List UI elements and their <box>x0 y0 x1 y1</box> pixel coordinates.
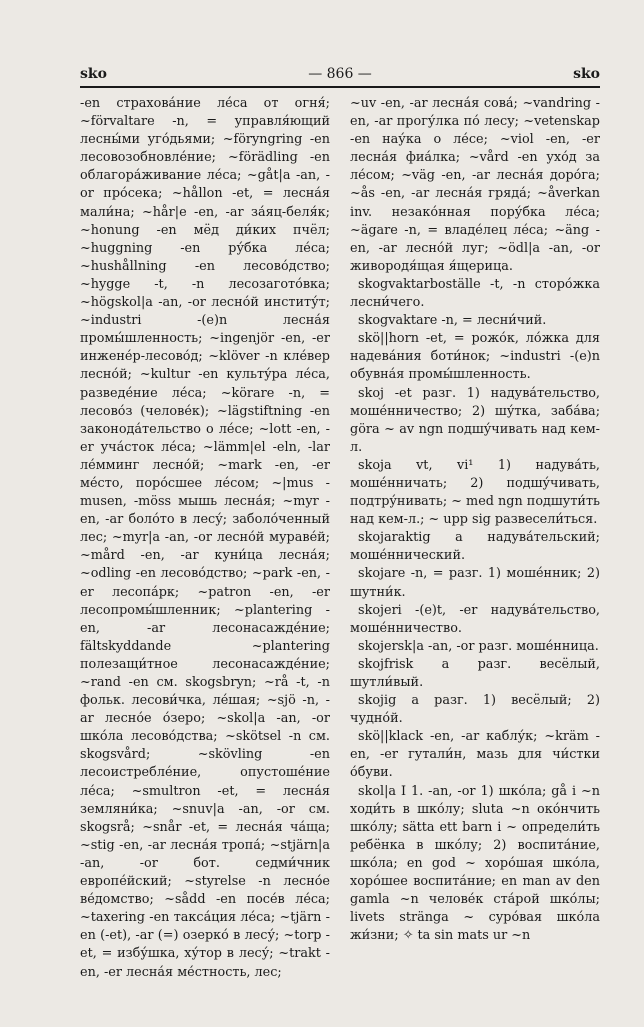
entry-text: skojersk|a -an, -or разг. моше́нница. <box>358 638 599 654</box>
entry-text: skö||klack -en, -ar каблу́к; ~kräm -en, -er гутали́н, мазь для чи́стки о́буви. <box>350 729 600 781</box>
entry-text: skoj -et разг. 1) надува́тельство, моше́нничество; 2) шу́тка, заба́ва; göra ~ av ngn подшу́чивать над кем-л. <box>350 385 600 455</box>
entry-text: skojfrisk a разг. весёлый, шутли́вый. <box>350 656 600 690</box>
right-guide-word: sko <box>573 66 600 82</box>
right-column <box>350 95 600 955</box>
left-column <box>80 95 330 980</box>
entry-text: skogvaktare -n, = лесни́чий. <box>358 313 547 329</box>
entry-text: skogvaktarboställe -t, -n сторо́жка лесни́чего. <box>350 276 600 311</box>
page-header <box>80 60 600 88</box>
entry-text: skojeri -(e)t, -er надува́тельство, моше́нничество. <box>350 602 600 636</box>
entry-text: ~uv -en, -ar лесна́я сова́; ~vandring -en, -ar прогу́лка по́ лесу; ~vetenskap -en нау́ка о ле́се; ~viol -en, -er лесна́я фиа́лка; ~vård -en ухо́д за ле́сом; ~väg -en, -ar лесна́я доро́га; ~ås -en, -ar лесна́я гряда́; ~åverkan inv. незако́нная пору́бка ле́са; ~ägare -n, = владе́лец ле́са; ~äng -en, -ar лесно́й луг; ~ödl|a -an, -or живородя́щая я́щерица. <box>350 96 600 274</box>
entry-text: skö||horn -et, = рожо́к, ло́жка для надева́ния боти́нок; ~industri -(e)n обувна́я промы́шленность. <box>350 331 600 383</box>
left-guide-word: sko <box>80 66 107 82</box>
entry-text: -en страхова́ние ле́са от огня́; ~förvaltare -n, = управля́ющий лесны́ми уго́дьями; ~föryngring -en лесовозобновле́ние; ~förädling -en облагора́живание ле́са; ~gåt|a -an, -or про́сека; ~hållon -et, = лесна́я мали́на; ~hår|e -en, -ar за́яц-беля́к; ~honung -en мёд ди́ких пчёл; ~huggning -en ру́бка ле́са; ~hushållning -en лесово́дство; ~hygge -t, -n лесозагото́вка; ~högskol|a -an, -or лесно́й институ́т; ~industri -(e)n лесна́я промы́шленность; ~ingenjör -en, -er инжене́р-лесово́д; ~klöver -n кле́вер лесно́й; ~kultur -en культу́ра ле́са, разведе́ние ле́са; ~körare -n, = лесово́з (челове́к); ~lägstiftning -en законода́тельство о ле́се; ~lott -en, -er уча́сток ле́са; ~lämm|el -eln, -lar ле́мминг лесно́й; ~mark -en, -er ме́сто, поро́сшее ле́сом; ~|mus -musen, -möss мышь лесна́я; ~myr -en, -ar боло́то в лесу́; заболо́ченный лес; ~myr|a -an, -or лесно́й мураве́й; ~mård -en, -ar куни́ца лесна́я; ~odling -en лесово́дство; ~park -en, -er лесопа́рк; ~patron -en, -er лесопромы́шленник; ~plantering -en, -ar лесонасажде́ние; fältskyddande ~plantering полезащи́тное лесонасажде́ние; ~rand -en см. skogsbryn; ~rå -t, -n фольк. лесови́чка, ле́шая; ~sjö -n, -ar лесно́е о́зеро; ~skol|a -an, -or шко́ла лесово́дства; ~skötsel -n см. skogsvård; ~skövling -en лесоистребле́ние, опустоше́ние ле́са; ~smultron -et, = лесна́я земляни́ка; ~snuv|a -an, -or см. skogsrå; ~snår -et, = лесна́я ча́ща; ~stig -en, -ar лесна́я тропа́; ~stjärn|a -an, -or бот. седми́чник европе́йский; ~styrelse -n лесно́е ве́домство; ~sådd -en посе́в ле́са; ~taxering -en такса́ция ле́са; ~tjärn -en (-et), -ar (=) озерко́ в лесу́; ~torp -et, = избу́шка, ху́тор в лесу́; ~trakt -en, -er лесна́я ме́стность, лес; <box>80 96 330 980</box>
entry-text: skojig a разг. 1) весёлый; 2) чудно́й. <box>350 693 600 727</box>
entry-text: skol|a I 1. -an, -or 1) шко́ла; gå i ~n ходи́ть в шко́лу; sluta ~n око́нчить шко́лу; sätta ett barn i ~ определи́ть ребёнка в шко́лу; 2) воспита́ние, шко́ла; en god ~ хоро́шая шко́ла, хоро́шее воспита́ние; en man av den gamla ~n челове́к ста́рой шко́лы; livets stränga ~ суро́вая шко́ла жи́зни; ✧ ta sin mats ur ~n <box>350 783 600 944</box>
entry-text: skojaraktig a надува́тельский; моше́ннический. <box>350 530 600 564</box>
entry-text: skojare -n, = разг. 1) моше́нник; 2) шутни́к. <box>350 566 600 600</box>
page-number: — 866 — <box>308 66 372 82</box>
entry-text: skoja vt, vi¹ 1) надува́ть, моше́нничать; 2) подшу́чивать, подтру́нивать; ~ med ngn подшути́ть над кем-л.; ~ upp sig развесели́ться. <box>350 457 600 528</box>
